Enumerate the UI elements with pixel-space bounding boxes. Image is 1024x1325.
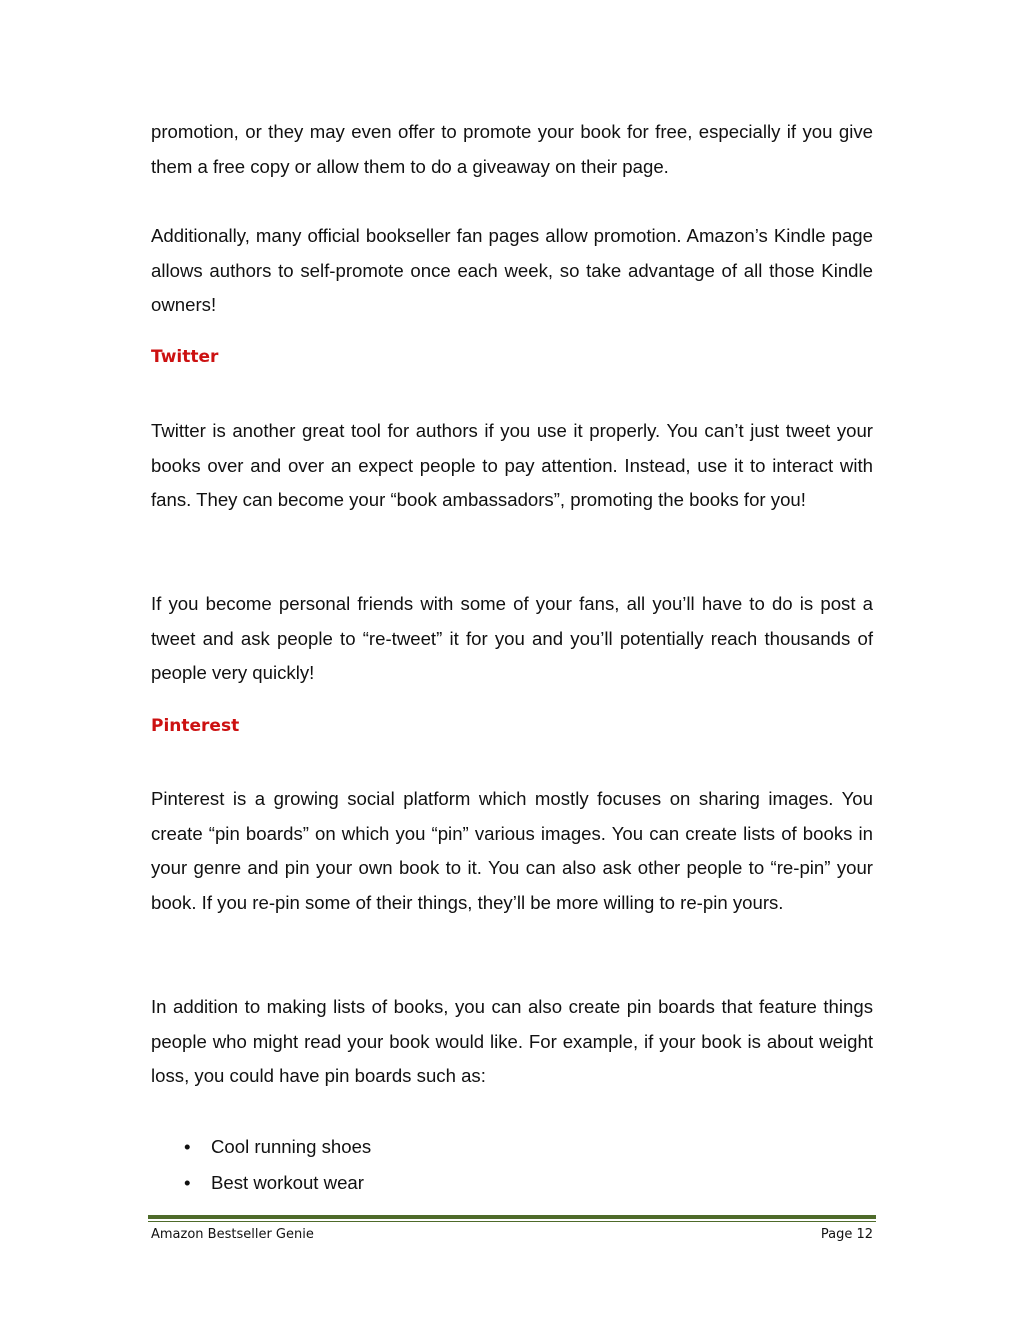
paragraph-pin-boards: In addition to making lists of books, you can also create pin boards that feature things people who might read your book would like. For example, if your book is about weight loss, you could have pin boards such as: (151, 996, 873, 1087)
paragraph-twitter-friends: If you become personal friends with some of your fans, all you’ll have to do is post a tweet and ask people to “re-tweet” it for you and you’ll potentially reach thousands of people very quickly! (151, 593, 873, 684)
footer-rule-thin (148, 1221, 876, 1222)
paragraph-twitter-intro: Twitter is another great tool for authors if you use it properly. You can’t just tweet your books over and over an expect people to pay attention. Instead, use it to interact with fans. They can become your “book ambassadors”, promoting the books for you! (151, 420, 873, 511)
paragraph-promotion-cont: promotion, or they may even offer to promote your book for free, especially if you give them a free copy or allow them to do a giveaway on their page. (151, 121, 873, 177)
heading-pinterest: Pinterest (151, 716, 240, 736)
paragraph-bookseller-fan-pages: Additionally, many official bookseller fan pages allow promotion. Amazon’s Kindle page allows authors to self-promote once each week, so take advantage of all those Kindle owners! (151, 225, 873, 316)
list-item-text: Cool running shoes (211, 1136, 372, 1157)
list-item-text: Best workout wear (211, 1172, 364, 1193)
footer-title: Amazon Bestseller Genie (151, 1227, 314, 1242)
bullet-marker: • (184, 1172, 191, 1193)
heading-twitter: Twitter (151, 347, 219, 367)
footer-page-number: Page 12 (820, 1227, 873, 1242)
footer-rule (148, 1215, 876, 1219)
paragraph-pinterest-intro: Pinterest is a growing social platform which mostly focuses on sharing images. You create “pin boards” on which you “pin” various images. You can create lists of books in your genre and pin your own book to it. You can also ask other people to “re-pin” your book. If you re-pin some of their things, they’ll be more willing to re-pin yours. (151, 788, 873, 914)
bullet-marker: • (184, 1136, 191, 1157)
